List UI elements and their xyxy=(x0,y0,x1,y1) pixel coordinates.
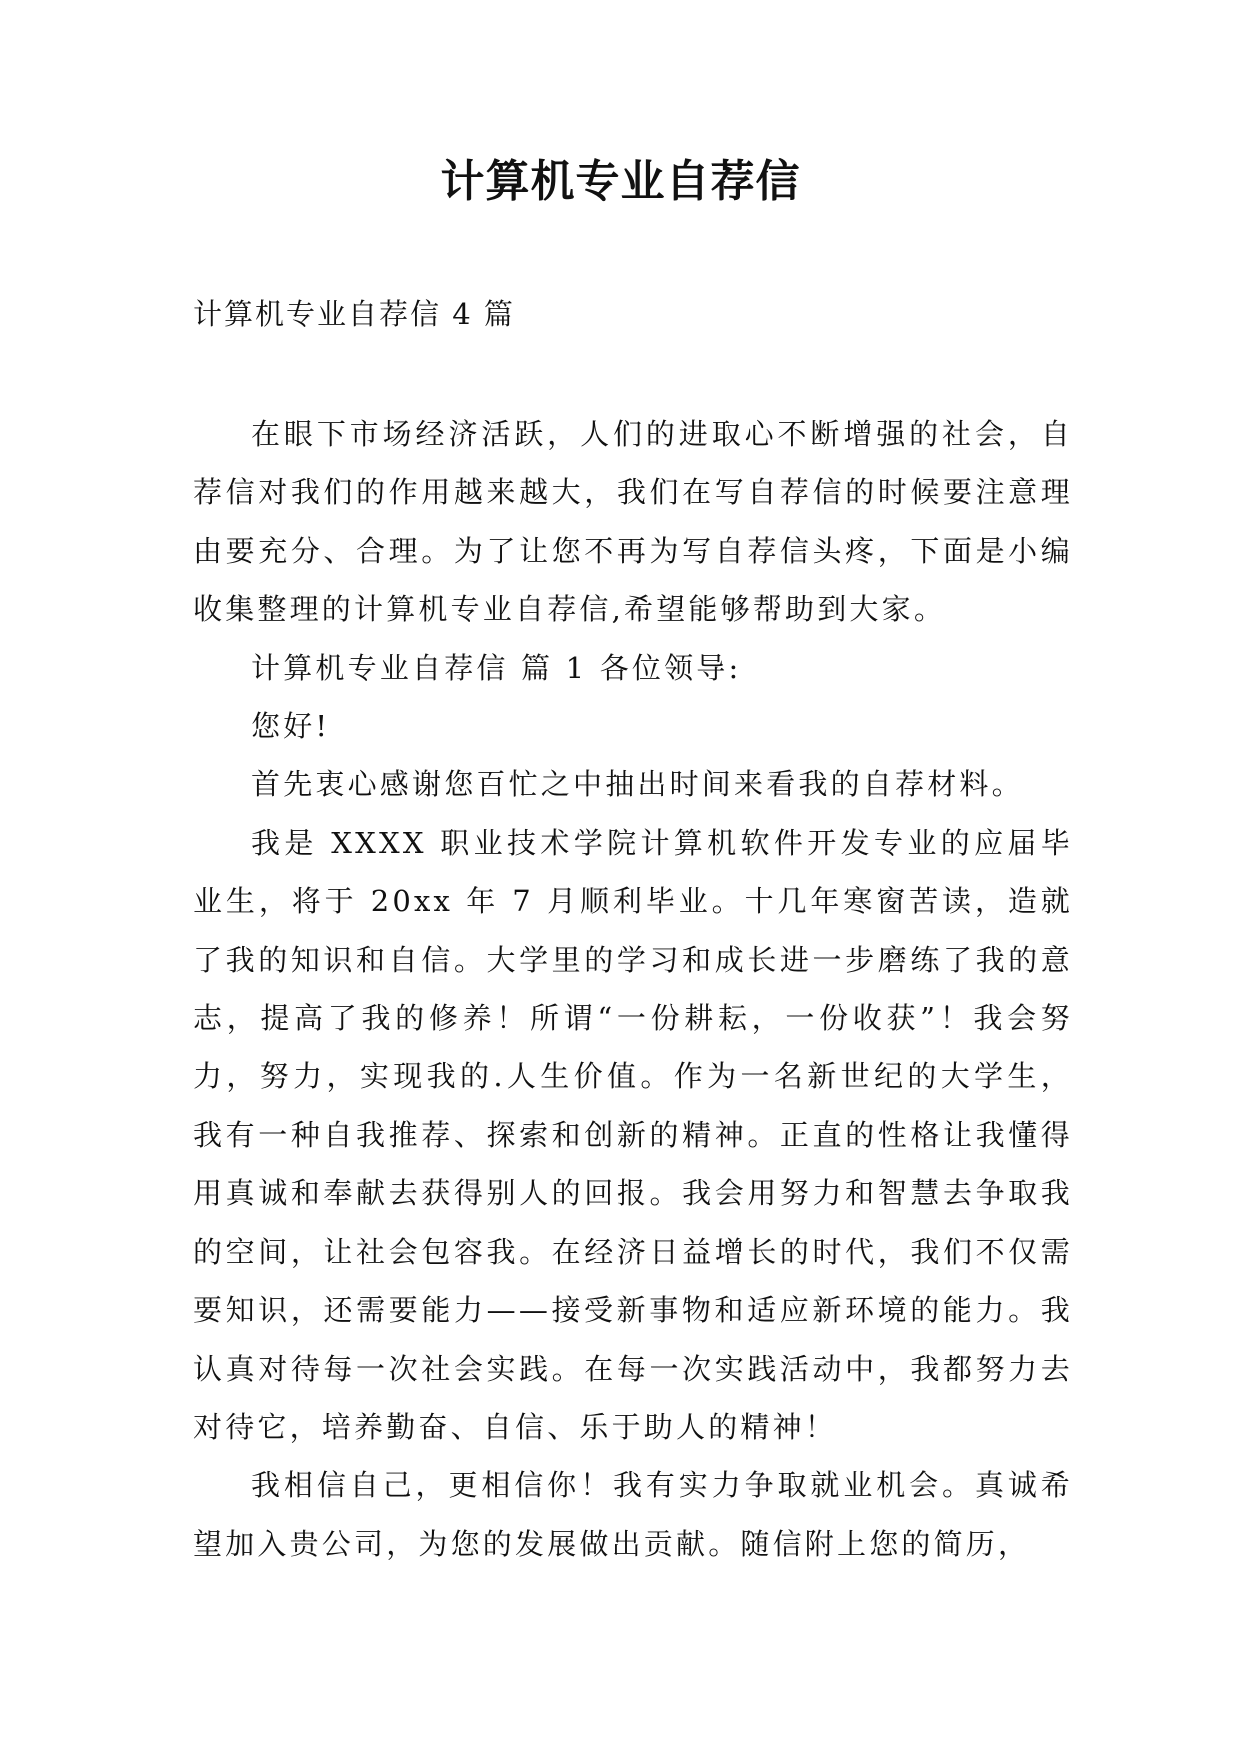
paragraph-self-introduction: 我是 XXXX 职业技术学院计算机软件开发专业的应届毕业生，将于 20xx 年 7 月顺利毕业。十几年寒窗苦读，造就了我的知识和自信。大学里的学习和成长进一步磨练了我的意志，提高了我的修养！所谓“一份耕耘，一份收获”！我会努力，努力，实现我的.人生价值。作为一名新世纪的大学生，我有一种自我推荐、探索和创新的精神。正直的性格让我懂得用真诚和奉献去获得别人的回报。我会用努力和智慧去争取我的空间，让社会包容我。在经济日益增长的时代，我们不仅需要知识，还需要能力——接受新事物和适应新环境的能力。我认真对待每一次社会实践。在每一次实践活动中，我都努力去对待它，培养勤奋、自信、乐于助人的精神！ xyxy=(193,825,1073,1444)
paragraph-closing: 我相信自己，更相信你！我有实力争取就业机会。真诚希望加入贵公司，为您的发展做出贡献。随信附上您的简历， xyxy=(193,1468,1073,1561)
document-title: 计算机专业自荐信 xyxy=(440,156,801,207)
paragraph-greeting: 您好! xyxy=(251,709,331,744)
paragraph-letter-heading: 计算机专业自荐信 篇 1 各位领导: xyxy=(251,650,742,685)
paragraph-intro: 在眼下市场经济活跃，人们的进取心不断增强的社会，自荐信对我们的作用越来越大，我们在写自荐信的时候要注意理由要充分、合理。为了让您不再为写自荐信头疼，下面是小编收集整理的计算机专业自荐信,希望能够帮助到大家。 xyxy=(193,417,1073,627)
paragraph-thanks: 首先衷心感谢您百忙之中抽出时间来看我的自荐材料。 xyxy=(251,767,1024,802)
document-subtitle: 计算机专业自荐信 4 篇 xyxy=(193,297,515,331)
document-body xyxy=(193,405,1073,1573)
